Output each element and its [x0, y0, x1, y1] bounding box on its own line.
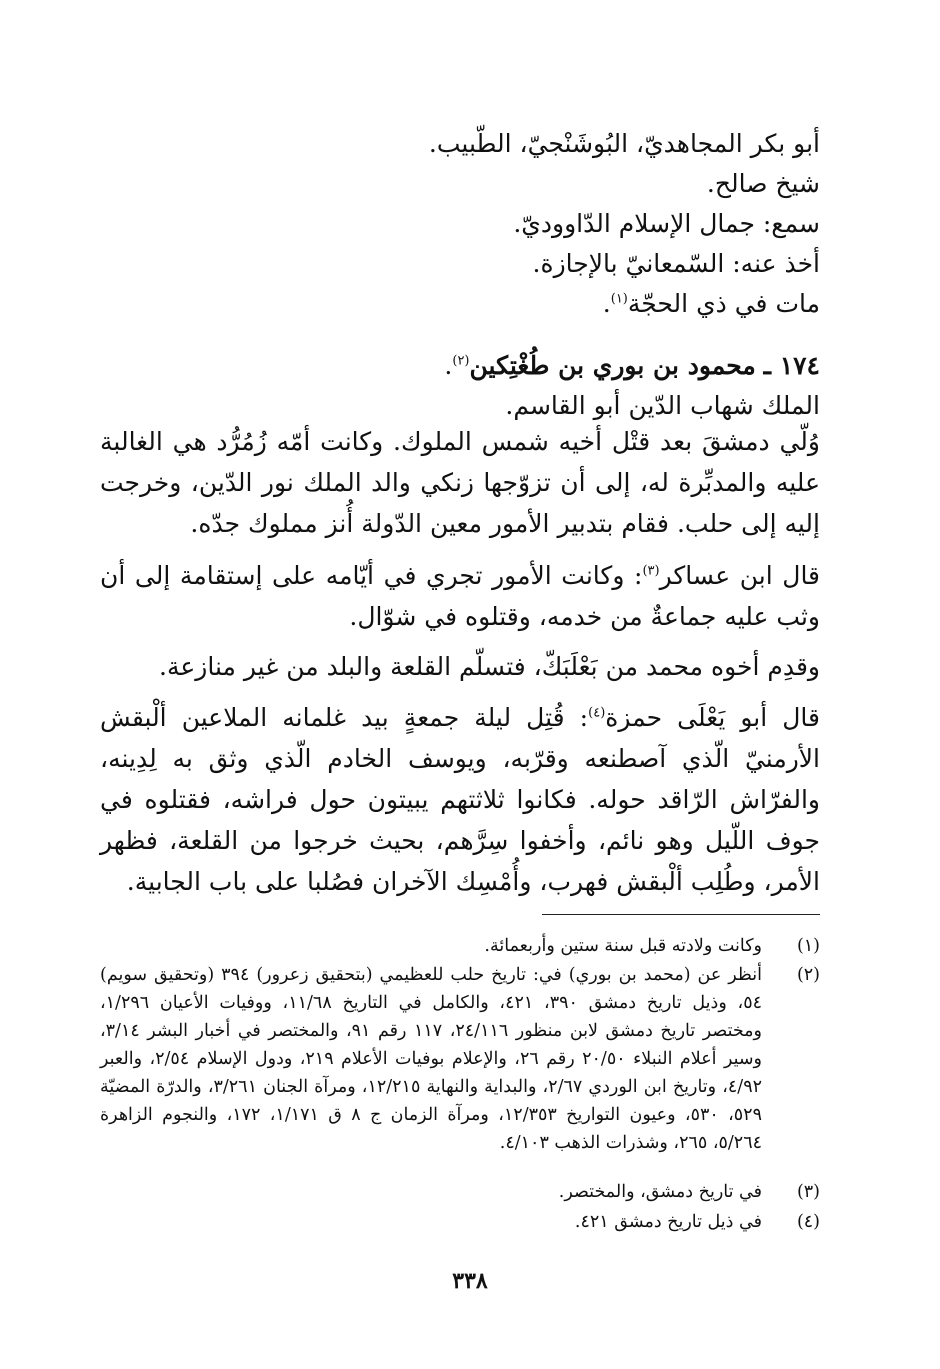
entry-line-took: أخذ عنه: السّمعانيّ بالإجازة. [532, 249, 820, 278]
paragraph-ibn-asakir [100, 555, 820, 637]
footnote-3-number: (٣) [796, 1182, 820, 1202]
footnote-ref-2: (٢) [452, 353, 470, 369]
footnote-4-text: في ذيل تاريخ دمشق ٤٢١. [574, 1212, 762, 1232]
abu-yala-intro: قال أبو يَعْلَى حمزة [605, 703, 821, 732]
footnote-2-number: (٢) [796, 965, 820, 985]
entry-line-name: أبو بكر المجاهديّ، البُوشَنْجيّ، الطّبيب. [428, 129, 820, 158]
abu-yala-quote: : قُتِل ليلة جمعةٍ بيد غلمانه الملاعين ألْبقش الأرمنيّ الّذي آصطنعه وقرّبه، ويوسف الخادم الّذي وثق به لِدِينه، والفرّاش الرّاقد حوله. فكانوا ثلاثتهم يبيتون حول فراشه، فقتلوه في جوف اللّيل وهو نائم، وأخفوا سِرَّهم، بحيث خرجوا من القلعة، فظهر الأمر، وطُلِب ألْبقش فهرب، وأُمْسِك الآخران فصُلبا على باب الجابية. [100, 703, 820, 896]
footnote-ref-4: (٤) [588, 705, 606, 721]
paragraph-abu-yala [100, 697, 820, 902]
footnote-ref-3: (٣) [642, 563, 660, 579]
footnote-1-number: (١) [796, 936, 820, 956]
footnote-2 [100, 961, 820, 1157]
footnote-4-number: (٤) [796, 1212, 820, 1232]
entry-heading [100, 346, 820, 386]
entry-title: الملك شهاب الدّين أبو القاسم. [505, 391, 820, 420]
footnote-separator [542, 914, 820, 915]
entry-line-heard: سمع: جمال الإسلام الدّاووديّ. [513, 209, 820, 238]
page-number: ٣٣٨ [452, 1268, 488, 1294]
footnote-4 [100, 1208, 820, 1236]
entry-line-died [100, 284, 820, 324]
entry-174-heading-block [100, 346, 820, 426]
died-text: مات في ذي الحجّة [627, 289, 820, 318]
died-period: . [602, 289, 611, 318]
footnote-2-text: أنظر عن (محمد بن بوري) في: تاريخ حلب للعظيمي (بتحقيق زعرور) ٣٩٤ (وتحقيق سويم) ٥٤، وذيل تاريخ دمشق ٣٩٠، ٤٢١، والكامل في التاريخ ١١/٦٨، ووفيات الأعيان ١/٢٩٦، ومختصر تاريخ دمشق لابن منظور ٢٤/١١٦، ١١٧ رقم ٩١، والمختصر في أخبار البشر ٣/١٤، وسير أعلام النبلاء ٢٠/٥٠ رقم ٢٦، والإعلام بوفيات الأعلام ٢١٩، ودول الإسلام ٢/٥٤، والعبر ٤/٩٢، وتاريخ ابن الوردي ٢/٦٧، والبداية والنهاية ١٢/٢١٥، ومرآة الجنان ٣/٢٦١، والدرّة المضيّة ٥٢٩، ٥٣٠، وعيون التواريخ ١٢/٣٥٣، ومرآة الزمان ج ٨ ق ١/١٧١، ١٧٢، والنجوم الزاهرة ٥/٢٦٤، ٢٦٥، وشذرات الذهب ٤/١٠٣. [100, 965, 763, 1153]
entry-name-end: . [444, 351, 453, 380]
entry-number: ١٧٤ ـ [763, 351, 820, 380]
previous-entry [100, 124, 820, 324]
paragraph-reign: وُلّي دمشقَ بعد قتْل أخيه شمس الملوك. وكانت أمّه زُمُرُّد هي الغالبة عليه والمدبِّرة له، إلى أن تزوّجها زنكي والد الملك نور الدّين، وخرجت إليه إلى حلب. فقام بتدبير الأمور معين الدّولة أُنز مملوك جدّه. [100, 427, 820, 538]
footnote-ref-1: (١) [610, 291, 628, 307]
entry-line-shaykh: شيخ صالح. [706, 169, 820, 198]
footnote-1-text: وكانت ولادته قبل سنة ستين وأربعمائة. [484, 936, 762, 956]
ibn-asakir-quote: : وكانت الأمور تجري في أيّامه على إستقامة إلى أن وثب عليه جماعةٌ من خدمه، وقتلوه في شوّال. [100, 561, 820, 631]
ibn-asakir-intro: قال ابن عساكر [659, 561, 821, 590]
footnote-1 [100, 932, 820, 960]
footnote-3-text: في تاريخ دمشق، والمختصر. [558, 1182, 762, 1202]
entry-name: محمود بن بوري بن طُغْتِكين [469, 351, 756, 380]
footnote-3 [100, 1178, 820, 1206]
paragraph-brother: وقدِم أخوه محمد من بَعْلَبَكّ، فتسلّم القلعة والبلد من غير منازعة. [159, 652, 820, 681]
